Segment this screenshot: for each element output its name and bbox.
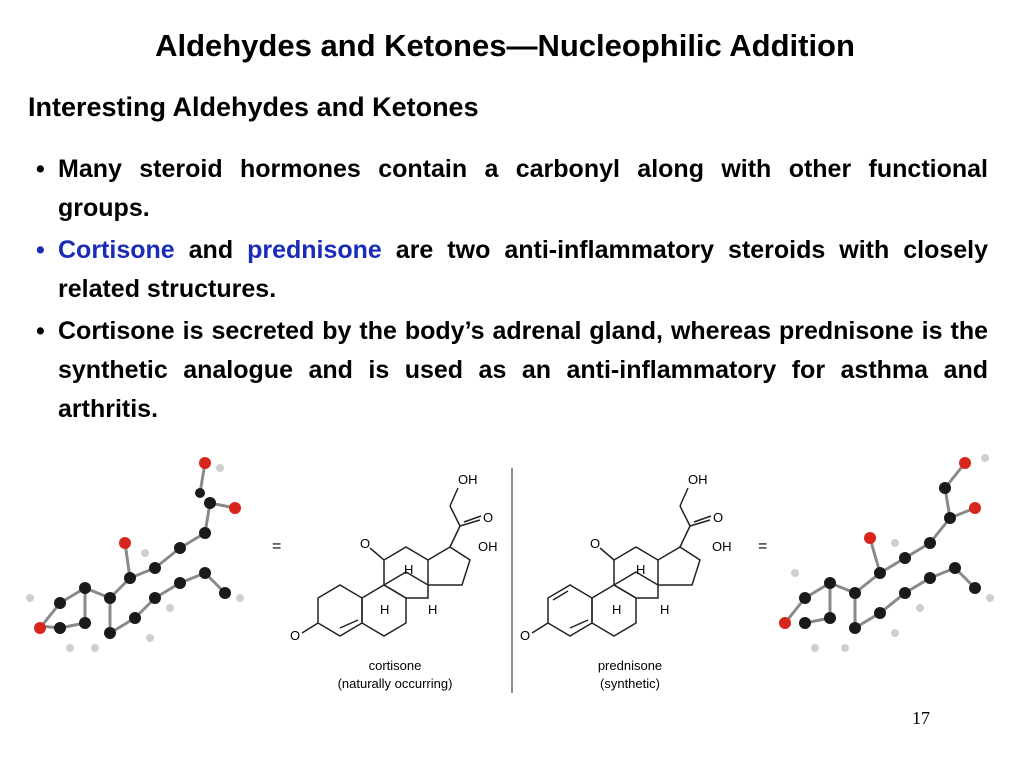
bullet-text: Cortisone is secreted by the body’s adrenal gland, whereas prednisone is the synthetic analogue and is used as an anti-inflammatory for asthma and arthritis.: [58, 317, 988, 423]
cortisone-h-left: H: [380, 602, 390, 617]
oxygen-atom: [34, 622, 46, 634]
equals-sign-left: =: [272, 538, 282, 555]
slide-subtitle: Interesting Aldehydes and Ketones: [28, 92, 479, 122]
prednisone-h-mid: H: [636, 562, 646, 577]
bullet-text: and: [174, 236, 248, 264]
prednisone-o-side: O: [590, 536, 601, 551]
prednisone-structure: [532, 488, 711, 636]
bullet-list: [36, 150, 988, 432]
highlight-cortisone: Cortisone: [58, 236, 175, 264]
page-number: 17: [912, 708, 930, 728]
bullet-text: are two anti-inflammatory steroids with closely related structures.: [58, 236, 988, 303]
prednisone-h-left: H: [612, 602, 622, 617]
prednisone-oh-side: OH: [712, 539, 732, 554]
prednisone-h-right: H: [660, 602, 670, 617]
highlight-prednisone: prednisone: [247, 236, 382, 264]
cortisone-caption: cortisone: [368, 658, 422, 673]
prednisone-oh-top: OH: [688, 472, 708, 487]
cortisone-caption-note: (naturally occurring): [337, 676, 453, 691]
prednisone-caption: prednisone: [597, 658, 663, 673]
cortisone-o-side: O: [360, 536, 371, 551]
cortisone-oh-top: OH: [458, 472, 478, 487]
cortisone-oh-side: OH: [478, 539, 498, 554]
cortisone-3d-atoms: [26, 457, 244, 652]
cortisone-o-bottom: O: [290, 628, 301, 643]
slide-title: Aldehydes and Ketones—Nucleophilic Addition: [155, 28, 855, 63]
bullet-icon: •: [36, 317, 45, 345]
cortisone-3d-model: [40, 463, 235, 633]
prednisone-caption-note: (synthetic): [600, 676, 660, 691]
bullet-item-1: [36, 150, 988, 228]
steroid-figure: [0, 448, 1024, 708]
bullet-icon: •: [36, 236, 45, 264]
bullet-icon: •: [36, 155, 45, 183]
bullet-item-2: [36, 231, 988, 309]
prednisone-o-bottom: O: [520, 628, 531, 643]
prednisone-o-ketone: O: [713, 510, 724, 525]
cortisone-o-ketone: O: [483, 510, 494, 525]
equals-sign-right: =: [758, 538, 768, 555]
bullet-item-3: [36, 312, 988, 429]
cortisone-structure: [302, 488, 481, 636]
steroid-structures-svg: [0, 448, 1024, 708]
bullet-text: Many steroid hormones contain a carbonyl along with other functional groups.: [58, 155, 988, 222]
cortisone-h-right: H: [428, 602, 438, 617]
cortisone-h-mid: H: [404, 562, 414, 577]
